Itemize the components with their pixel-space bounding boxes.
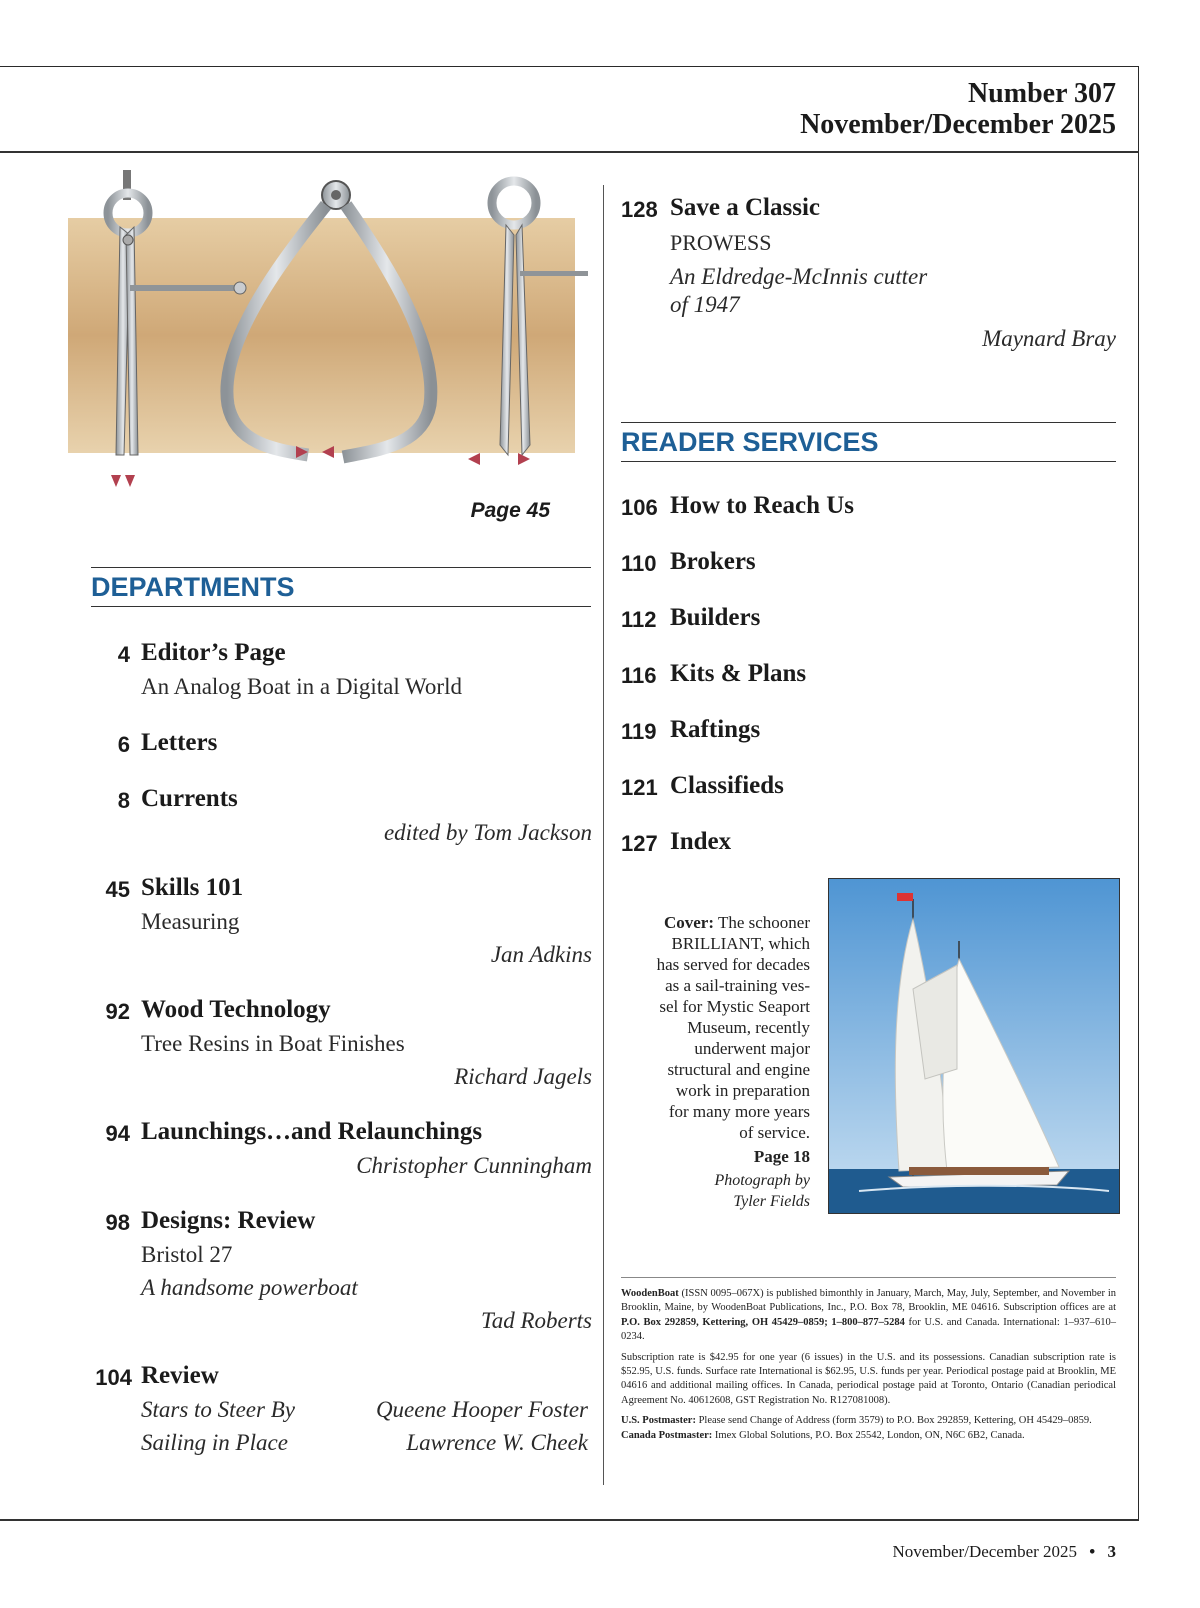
postmaster-paragraph: U.S. Postmaster: Please send Change of Address (form 3579) to P.O. Box 292859, Kettering, OH 45429–0859. Canada Postmaster: Imex Global Solutions, P.O. Box 25542, London, ON, N6C 6B2, Canada. [621, 1415, 1092, 1441]
illustration-background [68, 218, 575, 453]
wood-tech-subtitle: Tree Resins in Boat Finishes [141, 1031, 405, 1056]
cover-caption-line: has served for decades [656, 955, 810, 974]
list-item-number: 121 [621, 775, 658, 800]
header-rule [0, 151, 1139, 153]
cover-caption [615, 912, 810, 1212]
page-footer [892, 1542, 1116, 1562]
review-title: Review [141, 1362, 219, 1389]
review-book-author: Lawrence W. Cheek [406, 1430, 588, 1455]
departments-rule-bottom [91, 606, 591, 607]
list-item-title: Kits & Plans [670, 660, 807, 687]
reader-services-rule-top [621, 422, 1116, 423]
currents-title: Currents [141, 785, 238, 812]
list-item [621, 492, 1121, 548]
currents-number: 8 [117, 788, 130, 813]
list-item [621, 772, 1121, 828]
review-number: 104 [95, 1365, 132, 1390]
review-book-author: Queene Hooper Foster [375, 1397, 588, 1422]
reader-services-heading: READER SERVICES [621, 427, 879, 457]
list-item [621, 548, 1121, 604]
cover-caption-line: of service. [739, 1123, 810, 1142]
designs-subtitle: Bristol 27 [141, 1242, 233, 1267]
legal-rule [621, 1277, 1116, 1278]
editors-page-title: Editor’s Page [141, 639, 286, 666]
footer-date: November/December 2025 [892, 1542, 1078, 1561]
cover-caption-line: work in preparation [675, 1081, 810, 1100]
list-item-title: Brokers [670, 548, 756, 575]
issue-date: November/December 2025 [800, 109, 1116, 140]
designs-author: Tad Roberts [481, 1308, 592, 1333]
reader-services-rule-bottom [621, 461, 1116, 462]
cover-caption-line: sel for Mystic Seaport [659, 997, 810, 1016]
skills-number: 45 [105, 877, 130, 902]
review-book-title: Stars to Steer By [141, 1397, 295, 1422]
list-item [621, 716, 1121, 772]
cover-page-ref: Page 18 [753, 1147, 810, 1166]
currents-author: edited by Tom Jackson [383, 820, 592, 845]
publication-paragraph: WoodenBoat (ISSN 0095–067X) is published bimonthly in January, March, May, July, September, and November in Brooklin, Maine, by WoodenBoat Publications, Inc., P.O. Box 78, Brooklin, ME 04616. Subscription offices are at P.O. Box 292859, Kettering, OH 45429–0859; 1–800–877–5284 for U.S. and Canada. International: 1–937–610–0234. [621, 1288, 1116, 1343]
list-item-title: How to Reach Us [670, 492, 855, 519]
right-rule [1138, 66, 1139, 1520]
cover-caption-line: BRILLIANT, which [671, 934, 810, 953]
list-item-number: 127 [621, 831, 658, 856]
review-book-title: Sailing in Place [141, 1430, 288, 1455]
footer-bullet: • [1089, 1542, 1096, 1561]
cover-caption-line: The schooner [717, 913, 810, 932]
designs-number: 98 [105, 1210, 130, 1235]
photo-credit: Tyler Fields [733, 1193, 810, 1210]
save-classic-description: of 1947 [670, 292, 740, 317]
list-item-title: Index [670, 828, 732, 855]
calipers-drawing [68, 165, 588, 505]
launchings-title: Launchings…and Relaunchings [141, 1118, 483, 1145]
save-classic-description: An Eldredge-McInnis cutter [670, 264, 928, 289]
designs-title: Designs: Review [141, 1207, 316, 1234]
save-classic-title: Save a Classic [670, 194, 820, 221]
editors-page-number: 4 [117, 642, 130, 667]
cover-caption-line: as a sail-training ves- [665, 976, 810, 995]
subscription-paragraph: Subscription rate is $42.95 for one year (6 issues) in the U.S. and its possessions. Canadian subscription rate is $52.95, U.S. funds. Surface rate International is $62.95, U.S. funds per year. Periodical postage paid at Brooklin, ME 04616 and additional mailing offices. In Canada, periodical postage paid at Toronto, Ontario (Canadian periodical Agreement No. 40612608, GST Registration No. R127081008). [621, 1351, 1116, 1406]
list-item [621, 660, 1121, 716]
list-item-number: 116 [621, 663, 657, 688]
illustration-page-ref: Page 45 [470, 499, 550, 522]
list-item-number: 106 [621, 495, 658, 520]
designs-description: A handsome powerboat [141, 1275, 358, 1300]
cover-caption-line: Museum, recently [687, 1018, 810, 1037]
publication-info [621, 1287, 1116, 1443]
calipers-illustration [68, 165, 588, 505]
list-item-title: Raftings [670, 716, 761, 743]
departments-heading: DEPARTMENTS [91, 572, 295, 602]
skills-author: Jan Adkins [490, 942, 592, 967]
top-rule [0, 66, 1139, 67]
save-classic-number: 128 [621, 197, 658, 222]
list-item-number: 112 [621, 607, 657, 632]
letters-title: Letters [141, 729, 218, 756]
cover-photo [828, 878, 1120, 1214]
save-classic-author: Maynard Bray [982, 326, 1116, 351]
brand-name: WoodenBoat [621, 1288, 679, 1299]
reader-services-list [621, 492, 1121, 884]
skills-title: Skills 101 [141, 874, 244, 901]
wood-tech-author: Richard Jagels [454, 1064, 592, 1089]
editors-page-subtitle: An Analog Boat in a Digital World [141, 674, 462, 699]
letters-number: 6 [117, 732, 130, 757]
list-item-number: 110 [621, 551, 657, 576]
skills-subtitle: Measuring [141, 909, 240, 934]
departments-rule-top [91, 567, 591, 568]
cover-caption-line: structural and engine [667, 1060, 810, 1079]
wood-tech-title: Wood Technology [141, 996, 331, 1023]
list-item-number: 119 [621, 719, 657, 744]
list-item-title: Builders [670, 604, 761, 631]
bottom-rule [0, 1519, 1139, 1521]
list-item [621, 604, 1121, 660]
page-number: 3 [1107, 1542, 1116, 1561]
cover-caption-line: for many more years [668, 1102, 810, 1121]
issue-number: Number 307 [967, 78, 1116, 109]
launchings-number: 94 [105, 1121, 130, 1146]
list-item-title: Classifieds [670, 772, 784, 799]
wood-tech-number: 92 [105, 999, 130, 1024]
column-divider [603, 185, 604, 1485]
cover-label: Cover: [663, 913, 714, 932]
cover-caption-line: underwent major [694, 1039, 810, 1058]
photo-credit: Photograph by [714, 1172, 810, 1189]
list-item [621, 828, 1121, 884]
save-classic-boat: PROWESS [670, 230, 772, 255]
schooner-image [829, 879, 1119, 1213]
launchings-author: Christopher Cunningham [356, 1153, 592, 1178]
